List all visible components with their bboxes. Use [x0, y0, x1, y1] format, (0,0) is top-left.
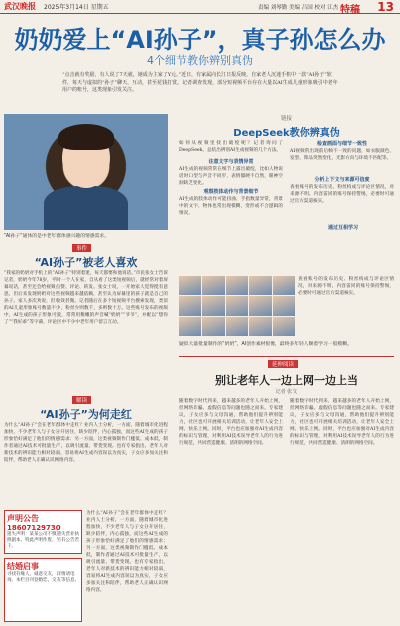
section1-body: “我家的奶奶对手机上的“AI孙子”特别着迷，每天都要和他说话。”市民张女士告诉记者，奶奶今年78岁，平时一个人在家，自从看了这类短视频后，就经常对着屏幕说话，甚至还会给视频点赞、评论、转发。张女士说，一开始家人觉得挺有意思，但后来发现奶奶对这些视频越来越依赖，甚至认为屏幕里的孩子就是自己的孙子。家人多次劝说，但收效甚微。记者随后在多个短视频平台搜索发现，类似的AI儿童形象账号数量不少，粉丝少则数千，多则数十万。这些账号发布的视频中，AI生成的孩子形象可爱，常常用稚嫩的声音喊“奶奶”“爷爷”，并配以“想你了”“我好乖”等字幕，评论区中不少中老年用户留言互动。: [4, 271, 168, 325]
editor-staff: 责编 刘琴勤 美编 吕国 校对 江杰: [258, 5, 339, 11]
section1-title: “AI孙子”被老人喜欢: [34, 256, 138, 269]
photo-caption: “AI孙子”通体的是中老年群体感兴趣的情感需求。: [4, 234, 109, 239]
photo-body-shape: [44, 186, 128, 230]
grid-photo: [273, 296, 295, 315]
section-divider: [179, 356, 394, 357]
ai-article-tag: 链接: [280, 116, 292, 122]
grid-photo: [273, 276, 295, 295]
section2-tag: 解读: [72, 396, 91, 404]
grid-photo: [226, 317, 248, 336]
marriage-ad: [4, 558, 82, 622]
ai-highlight: 通过互相学习: [327, 225, 358, 231]
ai-body-2: AI生成的视频常常在细节上露出破绽，比如人物说话时口型与声音不同步，表情僵硬不自然，眼神空洞缺乏变化。: [179, 167, 283, 186]
ai-body-5: 查看账号的发布历史、粉丝构成与评论区情况，对来源不明、内容雷同的账号保持警惕，必要时可通过官方渠道核实。: [290, 185, 394, 204]
issue-date: 2025年3月14日 星期五: [44, 4, 109, 11]
ai-body-3: AI生成的肢体动作可能扭曲、手指数量异常，背景中的文字、物体也常出现模糊、变形或不合逻辑的情况。: [179, 197, 283, 216]
grid-caption: 疑似大量批量制作的“奶奶”，AI创作素材很像，最终多年轻人顺着学习一般模糊。: [179, 342, 352, 347]
grid-photo: [249, 317, 271, 336]
notice-ad-phone: 18607129730: [7, 524, 61, 532]
grid-photo: [273, 317, 295, 336]
ai-sub-2: 观察肢体动作与背景细节: [203, 189, 259, 195]
marriage-ad-body: 寻找有缘人，诚意交友，详情请电询。本栏目刊登婚恋、交友等信息。: [7, 572, 79, 583]
grid-photo: [202, 276, 224, 295]
section-name: 特稿: [340, 5, 360, 16]
ai-child-photo: [4, 114, 168, 230]
grid-photo: [249, 276, 271, 295]
ai-sub-1: 注意文字与表情异常: [208, 159, 254, 165]
marriage-ad-title: 结婚启事: [7, 562, 39, 571]
section2-title: “AI孙子”为何走红: [40, 408, 132, 421]
grid-photo: [202, 296, 224, 315]
elder-body-col1: 随着数字时代到来，越来越多的老年人开始上网，但网络诈骗、虚假信息等问题也随之而来。专家建议，子女应多与父母沟通，帮助他们提升辨别能力，社区也可开展相关培训活动，让老年人安全上网、快乐上网。同时，平台也应加强对AI生成内容的标识与管理，对利用AI技术误导老年人的行为进行规范，共同营造健康、清朗的网络空间。: [179, 399, 283, 446]
grid-photo: [179, 296, 201, 315]
elder-article-title: 别让老年人一边上网一边上当: [215, 374, 358, 387]
grid-photo: [249, 296, 271, 315]
ai-body-1: 如何从视频里找出破绽呢？记者询问了DeepSeek，总结出辨别AI生成视频的几个方法。: [179, 141, 283, 153]
subheadline: 4个细节教你辨别真伪: [147, 54, 253, 67]
notice-ad-title: 声明公告: [7, 514, 39, 523]
section2-body-cont: 为什么“AI孙子”会在老年群体中走红？业内人士分析，一方面，随着城市化进程加快，不少老年人与子女分开居住，缺少陪伴，内心孤独，而这些AI生成的孩子形象恰好满足了他们的情感需求；另一方面，这类视频制作门槛低、成本低，制作者通过AI技术可批量生产，以吸引流量、带货变现。也有专家指出，老年人对新技术的辨识能力相对较弱，容易将AI生成内容误以为真实，子女应多加关注和陪伴，帮助老人正确认识网络内容。: [86, 511, 168, 593]
section2-body: 为什么“AI孙子”会在老年群体中走红？业内人士分析，一方面，随着城市化进程加快，不少老年人与子女分开居住，缺少陪伴，内心孤独，而这些AI生成的孩子形象恰好满足了他们的情感需求；另一方面，这类视频制作门槛低、成本低，制作者通过AI技术可批量生产，以吸引流量、带货变现。也有专家指出，老年人对新技术的辨识能力相对较弱，容易将AI生成内容误以为真实，子女应多加关注和陪伴，帮助老人正确认识网络内容。: [4, 423, 168, 463]
section1-tag: 事件: [72, 244, 91, 252]
ai-sub-4: 分析上下文与来源可信度: [314, 177, 370, 183]
grid-photo: [226, 276, 248, 295]
ai-body-4: AI视频常出现前后帧不一致的问题，如衣服颜色、发型、饰品突然变化，光影方向与环境不匹配等。: [290, 149, 394, 161]
ai-children-grid: [179, 276, 295, 336]
newspaper-logo: 武汉晚报: [4, 1, 36, 11]
grid-photo: [226, 296, 248, 315]
ai-sub-3: 检查画面与细节一致性: [316, 141, 367, 147]
notice-ad-body: 遗失声明：某某公司不慎遗失营业执照副本，特此声明作废。另有公告若干。: [7, 532, 79, 549]
elder-tag: 延伸阅读: [268, 360, 298, 368]
ai-body-5-cont: 查看账号的发布历史、粉丝构成与评论区情况，对来源不明、内容雷同的账号保持警惕，必要时可通过官方渠道核实。: [298, 277, 394, 296]
grid-photo: [179, 317, 201, 336]
elder-body-col2: 随着数字时代到来，越来越多的老年人开始上网，但网络诈骗、虚假信息等问题也随之而来。专家建议，子女应多与父母沟通，帮助他们提升辨别能力，社区也可开展相关培训活动，让老年人安全上网、快乐上网。同时，平台也应加强对AI生成内容的标识与管理，对利用AI技术误导老年人的行为进行规范，共同营造健康、清朗的网络空间。: [290, 399, 394, 446]
grid-photo: [202, 317, 224, 336]
main-headline: 奶奶爱上“AI孙子”，真子孙怎么办: [14, 26, 386, 54]
notice-ad: [4, 510, 82, 554]
elder-byline: 记者 张文: [275, 389, 298, 395]
ai-article-title: DeepSeek教你辨真伪: [233, 128, 340, 139]
grid-photo: [179, 276, 201, 295]
page-number: 13: [377, 0, 394, 14]
intro-paragraph: “点击就有奖励，有人说了7天就，她成为主家了Y元。”近日，有家属向长江日报反映，自家老人沉迷手机中一款“AI孙子”软件，每天与虚拟的“孙子”聊天、互动，甚至花钱打赏。记者调查发现，部分短视频平台存在大量以AI生成儿童形象吸引中老年用户的账号，这类现象引发关注。: [62, 72, 338, 93]
photo-hair-shape: [58, 124, 114, 150]
